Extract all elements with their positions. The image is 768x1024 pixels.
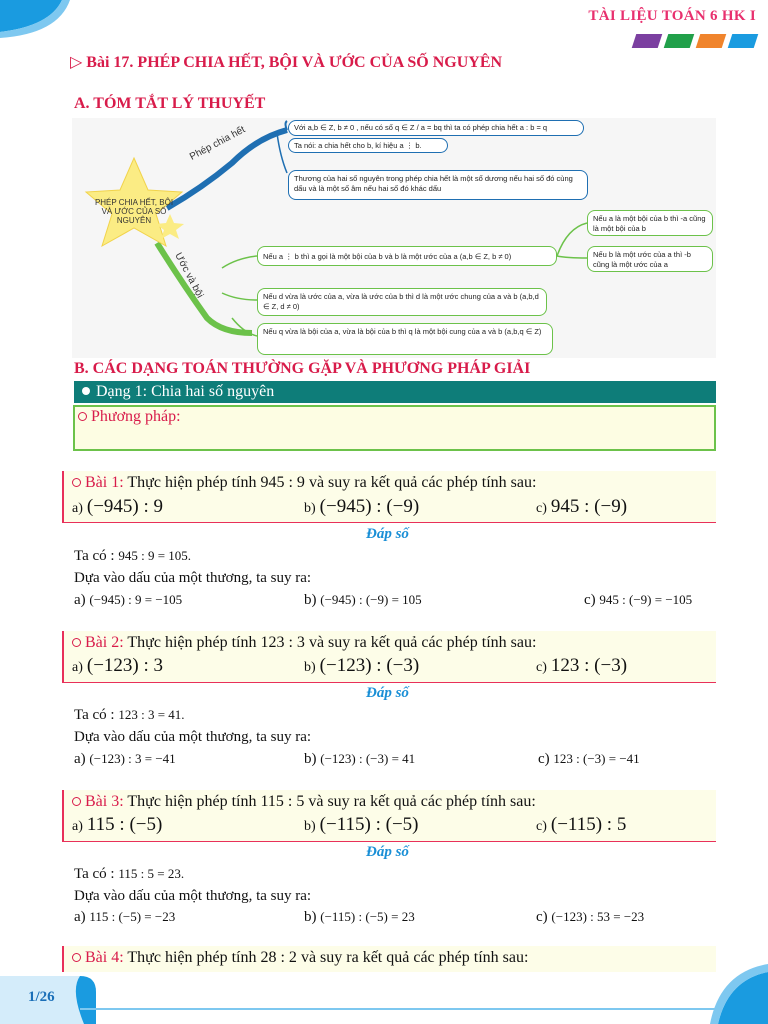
lesson-title: ▷ Bài 17. PHÉP CHIA HẾT, BỘI VÀ ƯỚC CỦA SỐ NGUYÊN — [70, 54, 503, 71]
method-label: Phương pháp: — [78, 408, 181, 426]
node-division-definition: Với a,b ∈ Z, b ≠ 0 , nếu có số q ∈ Z / a = bq thì ta có phép chia hết a : b = q — [288, 120, 584, 136]
problem-3-part-c: c) (−115) : 5 — [536, 814, 627, 835]
problem-1-part-c: c) 945 : (−9) — [536, 496, 628, 517]
problem-2-part-c: c) 123 : (−3) — [536, 655, 628, 676]
bullet-icon — [82, 387, 90, 395]
problem-2-part-b: b) (−123) : (−3) — [304, 655, 420, 676]
swirl-icon — [72, 638, 81, 647]
section-b-heading: B. CÁC DẠNG TOÁN THƯỜNG GẶP VÀ PHƯƠNG PHÁP GIẢI — [74, 360, 531, 377]
problem-2-infer: Dựa vào dấu của một thương, ta suy ra: — [74, 729, 312, 745]
footer-line — [80, 1008, 720, 1010]
node-common-multiple: Nếu q vừa là bội của a, vừa là bội của b thì q là một bội cung của a và b (a,b,q ∈ Z) — [257, 323, 553, 355]
green-bar — [664, 34, 695, 48]
problem-3-part-a: a) 115 : (−5) — [72, 814, 163, 835]
mind-map-center: PHÉP CHIA HẾT, BỘI VÀ ƯỚC CỦA SỐ NGUYÊN — [94, 198, 174, 226]
swirl-icon — [72, 478, 81, 487]
problem-3-result-a: a) 115 : (−5) = −23 — [74, 909, 176, 925]
problem-3-result-c: c) (−123) : 53 = −23 — [536, 909, 645, 925]
problem-1-part-b: b) (−945) : (−9) — [304, 496, 420, 517]
problem-2-ta-co: Ta có : 123 : 3 = 41. — [74, 707, 185, 723]
header-color-bars — [634, 34, 756, 48]
dang-1-title: Dạng 1: Chia hai số nguyên — [96, 383, 275, 400]
corner-decoration-top-left — [0, 0, 70, 38]
section-a-heading: A. TÓM TẮT LÝ THUYẾT — [74, 95, 266, 112]
swirl-icon — [78, 412, 87, 421]
problem-3-answer-heading: Đáp số — [366, 844, 409, 860]
purple-bar — [632, 34, 663, 48]
problem-3-statement: Bài 3: Thực hiện phép tính 115 : 5 và suy ra kết quả các phép tính sau: — [72, 793, 536, 811]
node-divisible-notation: Ta nói: a chia hết cho b, kí hiệu a ⋮ b. — [288, 138, 448, 153]
problem-1-ta-co: Ta có : 945 : 9 = 105. — [74, 548, 192, 564]
node-quotient-sign: Thương của hai số nguyên trong phép chia hết là một số dương nếu hai số đó cùng dấu và là một số âm nếu hai số đó khác dấu — [288, 170, 588, 200]
node-negative-divisor: Nếu b là một ước của a thì -b cũng là một ước của a — [587, 246, 713, 272]
problem-1-result-b: b) (−945) : (−9) = 105 — [304, 592, 422, 608]
blue-bar — [728, 34, 759, 48]
problem-3-result-b: b) (−115) : (−5) = 23 — [304, 909, 415, 925]
problem-1-result-c: c) 945 : (−9) = −105 — [584, 592, 693, 608]
corner-decoration-bottom-right — [708, 964, 768, 1024]
problem-1-answer-heading: Đáp số — [366, 526, 409, 542]
problem-3-infer: Dựa vào dấu của một thương, ta suy ra: — [74, 888, 312, 904]
problem-3-part-b: b) (−115) : (−5) — [304, 814, 419, 835]
problem-2-result-b: b) (−123) : (−3) = 41 — [304, 751, 416, 767]
problem-1-statement: Bài 1: Thực hiện phép tính 945 : 9 và suy ra kết quả các phép tính sau: — [72, 474, 536, 492]
problem-1-infer: Dựa vào dấu của một thương, ta suy ra: — [74, 570, 312, 586]
problem-4-statement: Bài 4: Thực hiện phép tính 28 : 2 và suy ra kết quả các phép tính sau: — [72, 949, 528, 967]
problem-3-ta-co: Ta có : 115 : 5 = 23. — [74, 866, 185, 882]
node-multiple-divisor-definition: Nếu a ⋮ b thì a gọi là một bội của b và b là một ước của a (a,b ∈ Z, b ≠ 0) — [257, 246, 557, 266]
mind-map-branches — [72, 118, 716, 358]
node-negative-multiple: Nếu a là một bội của b thì -a cũng là một bội của b — [587, 210, 713, 236]
problem-2-result-c: c) 123 : (−3) = −41 — [538, 751, 640, 767]
orange-bar — [696, 34, 727, 48]
node-common-divisor: Nếu d vừa là ước của a, vừa là ước của b thì d là một ước chung của a và b (a,b,d ∈ Z, d ≠ 0) — [257, 288, 547, 316]
branch-label-divisors-multiples: Ước và bội — [172, 251, 206, 300]
problem-2-part-a: a) (−123) : 3 — [72, 655, 164, 676]
problem-2-answer-heading: Đáp số — [366, 685, 409, 701]
branch-label-division: Phép chia hết — [187, 124, 248, 163]
problem-1-result-a: a) (−945) : 9 = −105 — [74, 592, 183, 608]
mind-map — [72, 118, 716, 358]
problem-1-part-a: a) (−945) : 9 — [72, 496, 164, 517]
swirl-icon — [72, 797, 81, 806]
document-title: TÀI LIỆU TOÁN 6 HK I — [588, 8, 756, 24]
dang-1-bar — [74, 381, 716, 403]
swirl-icon — [72, 953, 81, 962]
problem-2-statement: Bài 2: Thực hiện phép tính 123 : 3 và suy ra kết quả các phép tính sau: — [72, 634, 536, 652]
page-number: 1/26 — [28, 989, 55, 1005]
problem-2-result-a: a) (−123) : 3 = −41 — [74, 751, 176, 767]
